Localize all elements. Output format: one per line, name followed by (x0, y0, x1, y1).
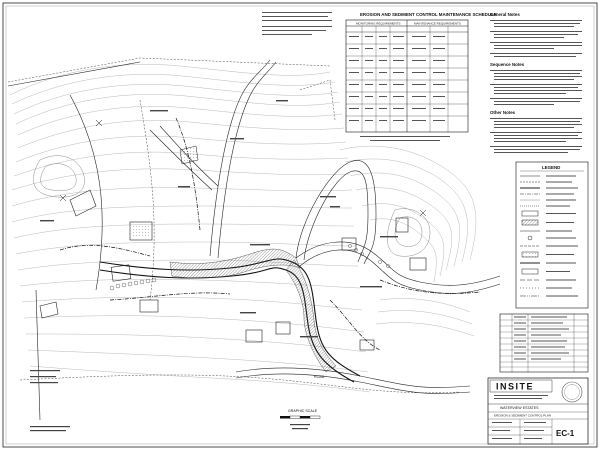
revision-block (500, 314, 588, 372)
legend (516, 162, 588, 308)
legend-title: LEGEND (542, 165, 561, 170)
sheet-number: EC-1 (556, 429, 575, 438)
drawing-title: EROSION & SEDIMENT CONTROL PLAN (494, 413, 552, 418)
project-name: WATERVIEW ESTATES (500, 406, 539, 410)
schedule-col-maintenance: MAINTENANCE REQUIREMENTS (414, 21, 461, 26)
schedule-col-monitoring: MONITORING REQUIREMENTS (356, 21, 401, 26)
schedule-title: EROSION AND SEDIMENT CONTROL MAINTENANCE SCHEDULE (360, 12, 497, 17)
title-block (488, 378, 588, 444)
graphic-scale-label: GRAPHIC SCALE (288, 409, 318, 413)
road-label: ROAD (314, 375, 325, 379)
sequence-notes-title: Sequence Notes (490, 62, 525, 67)
firm-name: INSITE (496, 381, 535, 392)
other-notes-title: Other Notes (490, 110, 516, 115)
general-notes-title: General Notes (490, 12, 520, 17)
